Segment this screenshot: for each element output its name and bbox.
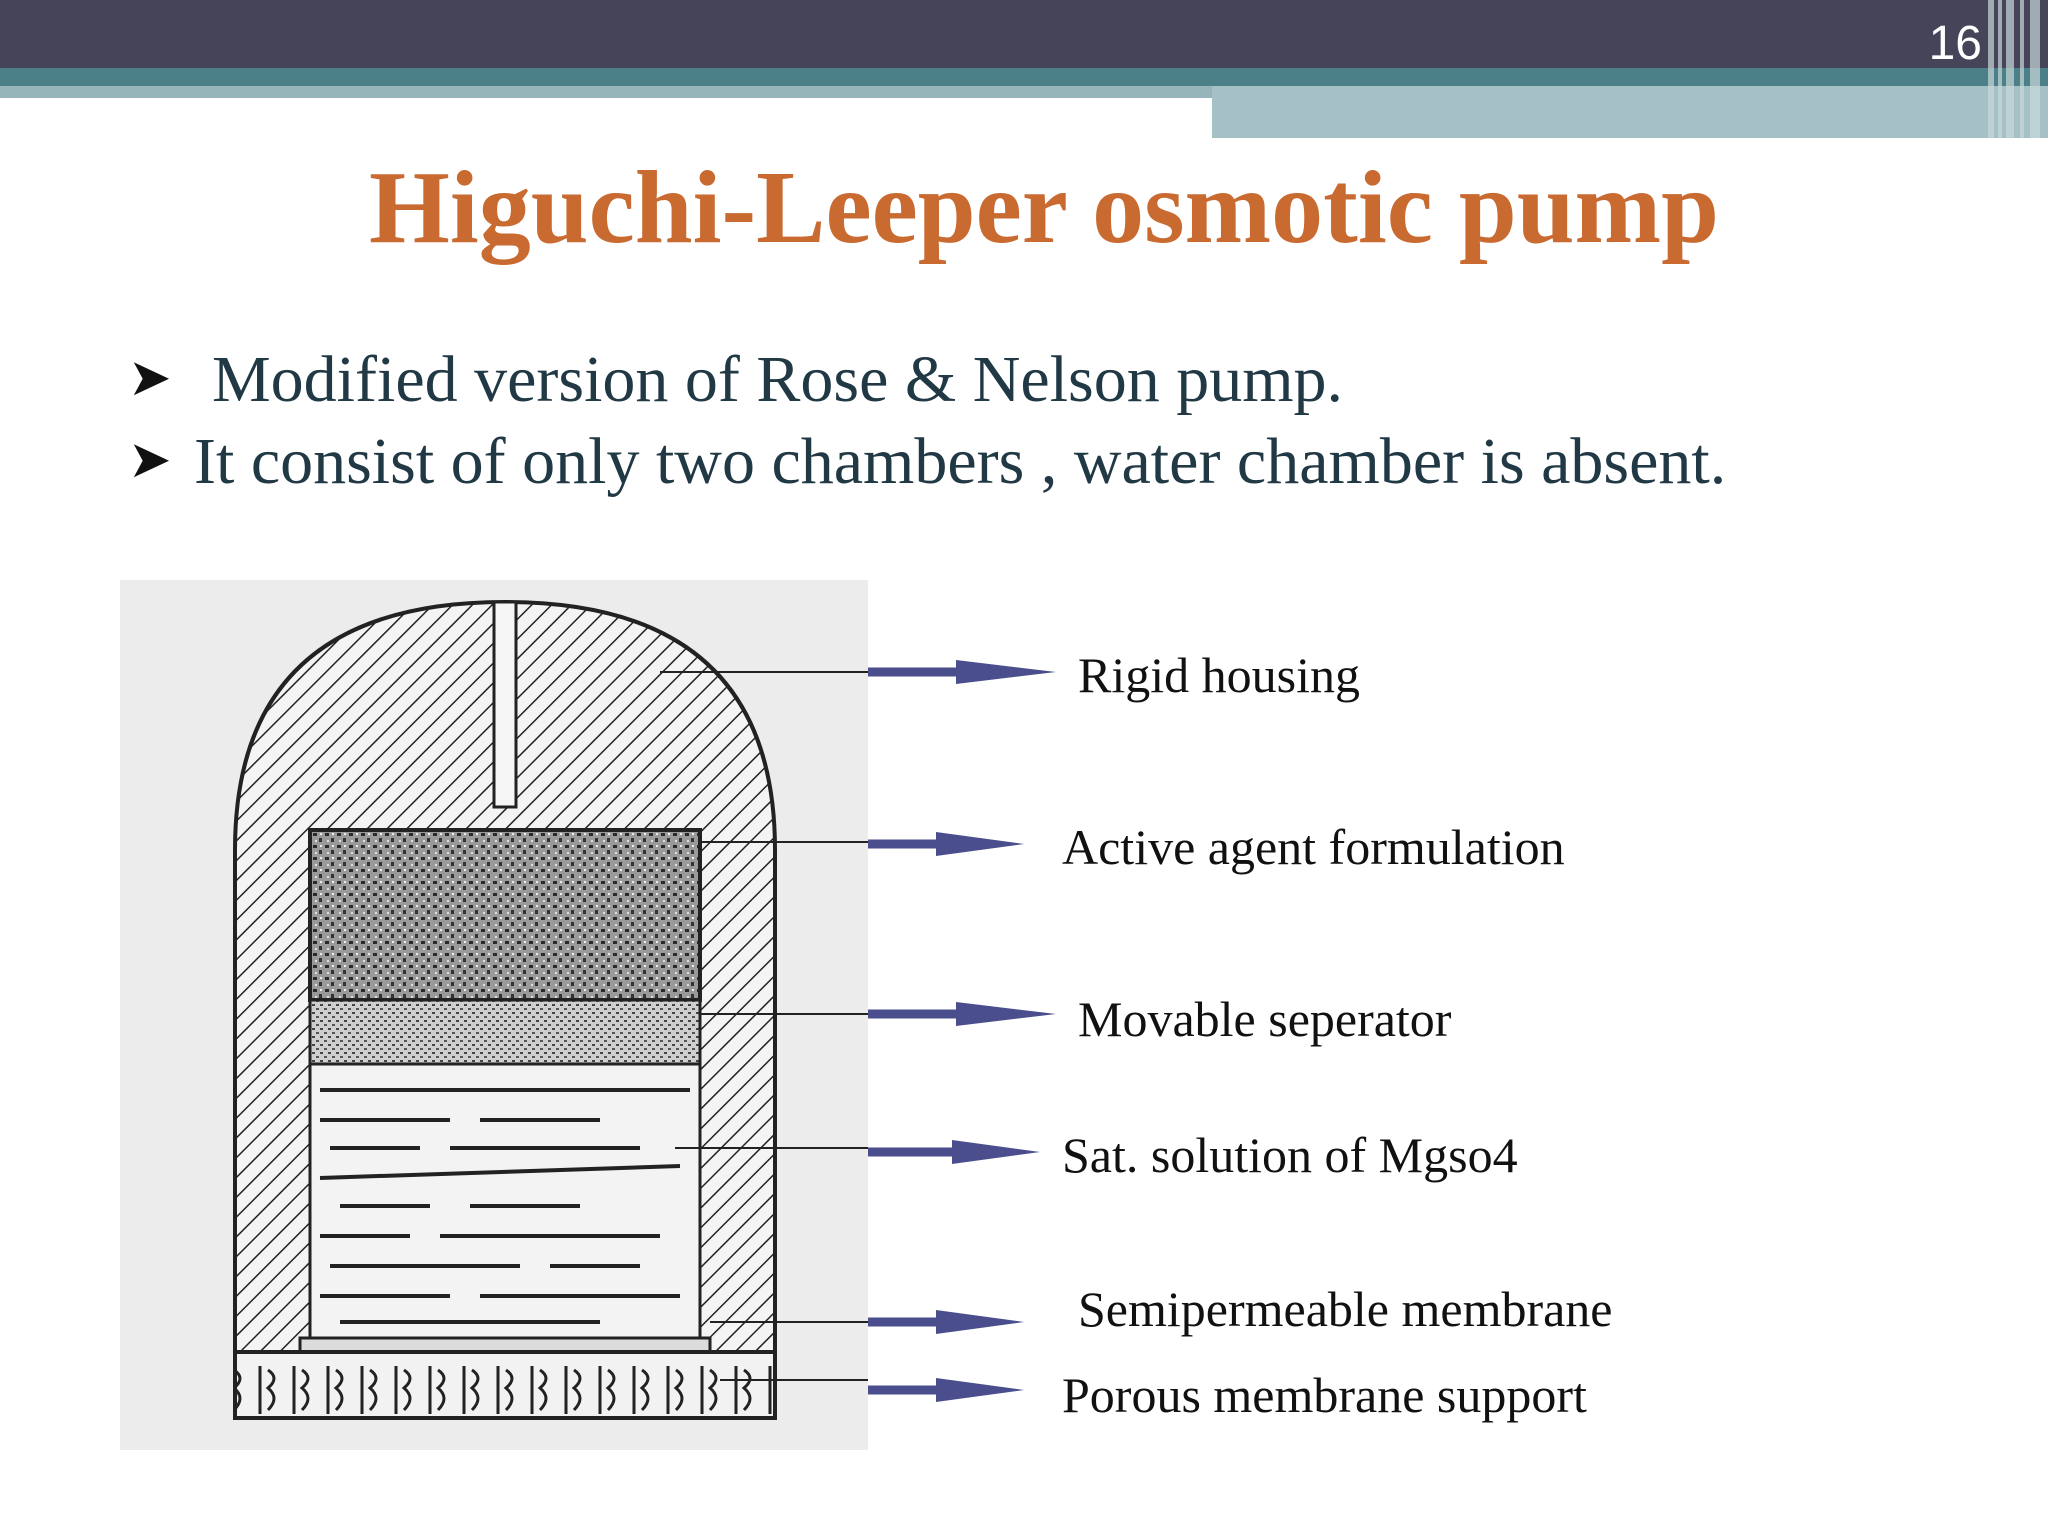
- movable-separator: [310, 1000, 700, 1064]
- header-light-block: [1212, 86, 2048, 138]
- label-arrows: [860, 650, 1080, 1430]
- slide-number: 16: [1928, 17, 1982, 70]
- bullet-item: [128, 424, 1726, 500]
- arrow-icon: [868, 832, 1024, 856]
- edge-stripe: [2020, 0, 2024, 138]
- arrow-icon: [868, 1002, 1056, 1026]
- bullet-text: Modified version of Rose & Nelson pump.: [212, 343, 1344, 416]
- slide-title: Higuchi-Leeper osmotic pump: [368, 150, 1720, 265]
- bullet-text: It consist of only two chambers , water chamber is absent.: [194, 425, 1727, 498]
- label-rigid-housing: Rigid housing: [1078, 647, 1360, 703]
- header-accent-bar: [0, 68, 2048, 86]
- label-mgso4-solution: Sat. solution of Mgso4: [1062, 1127, 1518, 1183]
- label-movable-separator: Movable seperator: [1078, 991, 1452, 1047]
- porous-membrane-support: [235, 1352, 775, 1418]
- label-porous-membrane-support: Porous membrane support: [1062, 1367, 1587, 1423]
- edge-stripe: [2006, 0, 2014, 138]
- label-active-agent-formulation: Active agent formulation: [1062, 819, 1565, 875]
- semipermeable-membrane: [300, 1338, 710, 1352]
- active-agent-chamber: [310, 830, 700, 1000]
- header-bar: [0, 0, 2048, 68]
- delivery-orifice: [494, 602, 516, 807]
- arrow-icon: [868, 1378, 1024, 1402]
- header-light-strip: [0, 86, 1212, 98]
- edge-stripe: [1988, 0, 1994, 138]
- arrow-icon: [868, 1140, 1040, 1164]
- edge-stripe: [1998, 0, 2002, 138]
- arrow-icon: [868, 660, 1056, 684]
- bullet-arrow-icon: ➤: [128, 430, 172, 490]
- edge-stripe: [2030, 0, 2040, 138]
- pump-diagram: [120, 580, 868, 1450]
- bullet-item: [128, 342, 1343, 418]
- arrow-icon: [868, 1310, 1024, 1334]
- mgso4-chamber: [310, 1064, 700, 1338]
- bullet-arrow-icon: ➤: [128, 348, 172, 408]
- label-semipermeable-membrane: Semipermeable membrane: [1078, 1281, 1613, 1337]
